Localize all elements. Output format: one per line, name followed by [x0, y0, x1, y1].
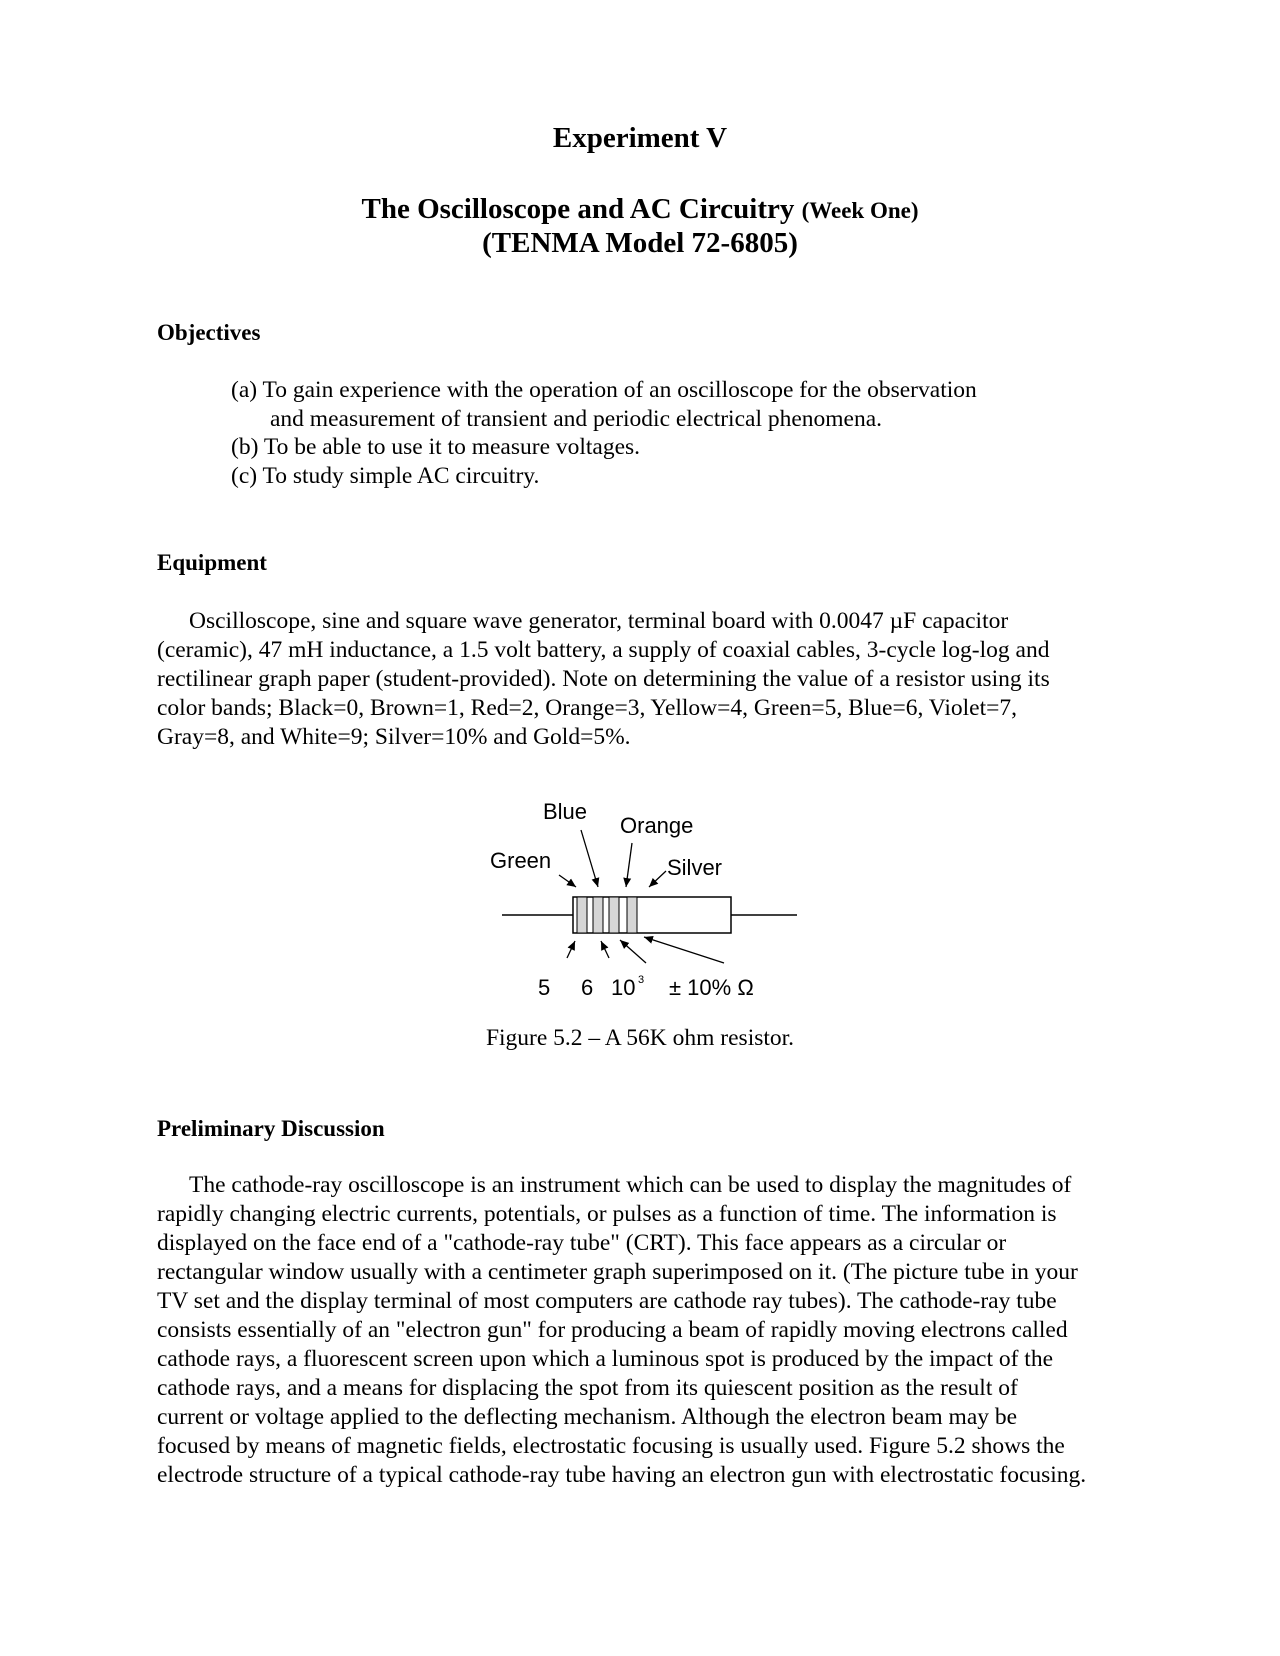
label-green: Green — [490, 848, 552, 873]
objective-a-continued: and measurement of transient and periodic electrical phenomena. — [270, 405, 883, 432]
paragraph-line: current or voltage applied to the deflecting mechanism. Although the electron beam may be — [157, 1404, 1018, 1430]
objectives-heading: Objectives — [157, 320, 261, 345]
band-green — [577, 897, 587, 933]
paragraph-line: rectilinear graph paper (student-provided). Note on determining the value of a resistor using its — [157, 666, 1050, 692]
experiment-number: Experiment V — [552, 122, 728, 154]
paragraph-line: cathode rays, a fluorescent screen upon which a luminous spot is produced by the impact of the — [157, 1346, 1054, 1372]
arrow-silver — [649, 871, 666, 887]
title-main: The Oscilloscope and AC Circuitry — [361, 193, 795, 225]
label-silver: Silver — [667, 855, 723, 880]
label-orange: Orange — [620, 813, 694, 838]
paragraph-line: color bands; Black=0, Brown=1, Red=2, Orange=3, Yellow=4, Green=5, Blue=6, Violet=7, — [157, 695, 1017, 721]
arrow-blue — [581, 830, 598, 887]
equipment-model: (TENMA Model 72-6805) — [482, 227, 798, 259]
title-week: (Week One) — [801, 198, 919, 223]
paragraph-line: TV set and the display terminal of most computers are cathode ray tubes). The cathode-ray tube — [157, 1288, 1057, 1314]
paragraph-line: (ceramic), 47 mH inductance, a 1.5 volt battery, a supply of coaxial cables, 3-cycle log-log and — [157, 637, 1050, 663]
paragraph-line: displayed on the face end of a "cathode-ray tube" (CRT). This face appears as a circular or — [157, 1230, 1007, 1256]
figure-caption: Figure 5.2 – A 56K ohm resistor. — [485, 1025, 795, 1051]
arrow-value-tolerance — [644, 937, 724, 963]
objectives-list — [231, 376, 1131, 490]
paragraph-line: focused by means of magnetic fields, electrostatic focusing is usually used. Figure 5.2 shows the — [157, 1433, 1065, 1459]
label-blue: Blue — [543, 799, 588, 824]
value-exponent: 3 — [638, 974, 645, 986]
arrow-value-multiplier — [620, 940, 646, 963]
value-10: 10 — [611, 975, 636, 1000]
arrow-green — [559, 875, 576, 887]
arrow-orange — [626, 843, 632, 887]
paragraph-line: rapidly changing electric currents, potentials, or pulses as a function of time. The information is — [157, 1201, 1057, 1227]
band-silver — [627, 897, 637, 933]
experiment-title — [0, 192, 1280, 228]
paragraph-line: rectangular window usually with a centimeter graph superimposed on it. (The picture tube in your — [157, 1259, 1078, 1285]
paragraph-line: The cathode-ray oscilloscope is an instrument which can be used to display the magnitudes of — [189, 1172, 1072, 1198]
arrow-value-6 — [601, 941, 609, 958]
value-tolerance: ± 10% Ω — [669, 975, 754, 1000]
objective-b: (b) To be able to use it to measure voltages. — [231, 434, 641, 460]
paragraph-line: consists essentially of an "electron gun" for producing a beam of rapidly moving electrons called — [157, 1317, 1068, 1343]
paragraph-line: cathode rays, and a means for displacing the spot from its quiescent position as the result of — [157, 1375, 1018, 1401]
objective-c: (c) To study simple AC circuitry. — [231, 462, 540, 489]
resistor-figure — [470, 795, 810, 1010]
band-orange — [609, 897, 619, 933]
equipment-heading: Equipment — [157, 550, 267, 575]
objective-a: (a) To gain experience with the operation of an oscilloscope for the observation — [231, 377, 977, 403]
paragraph-line: electrode structure of a typical cathode-ray tube having an electron gun with electrostatic focusing. — [157, 1462, 1087, 1488]
paragraph-line: Gray=8, and White=9; Silver=10% and Gold=5%. — [157, 724, 631, 750]
equipment-paragraph — [157, 607, 1147, 752]
value-5: 5 — [538, 975, 551, 1000]
paragraph-line: Oscilloscope, sine and square wave generator, terminal board with 0.0047 µF capacitor — [189, 608, 1009, 634]
resistor-diagram — [470, 795, 810, 1005]
arrow-value-5 — [567, 941, 575, 958]
band-blue — [593, 897, 603, 933]
preliminary-paragraph — [157, 1171, 1147, 1490]
preliminary-heading: Preliminary Discussion — [157, 1116, 385, 1141]
value-6: 6 — [581, 975, 594, 1000]
